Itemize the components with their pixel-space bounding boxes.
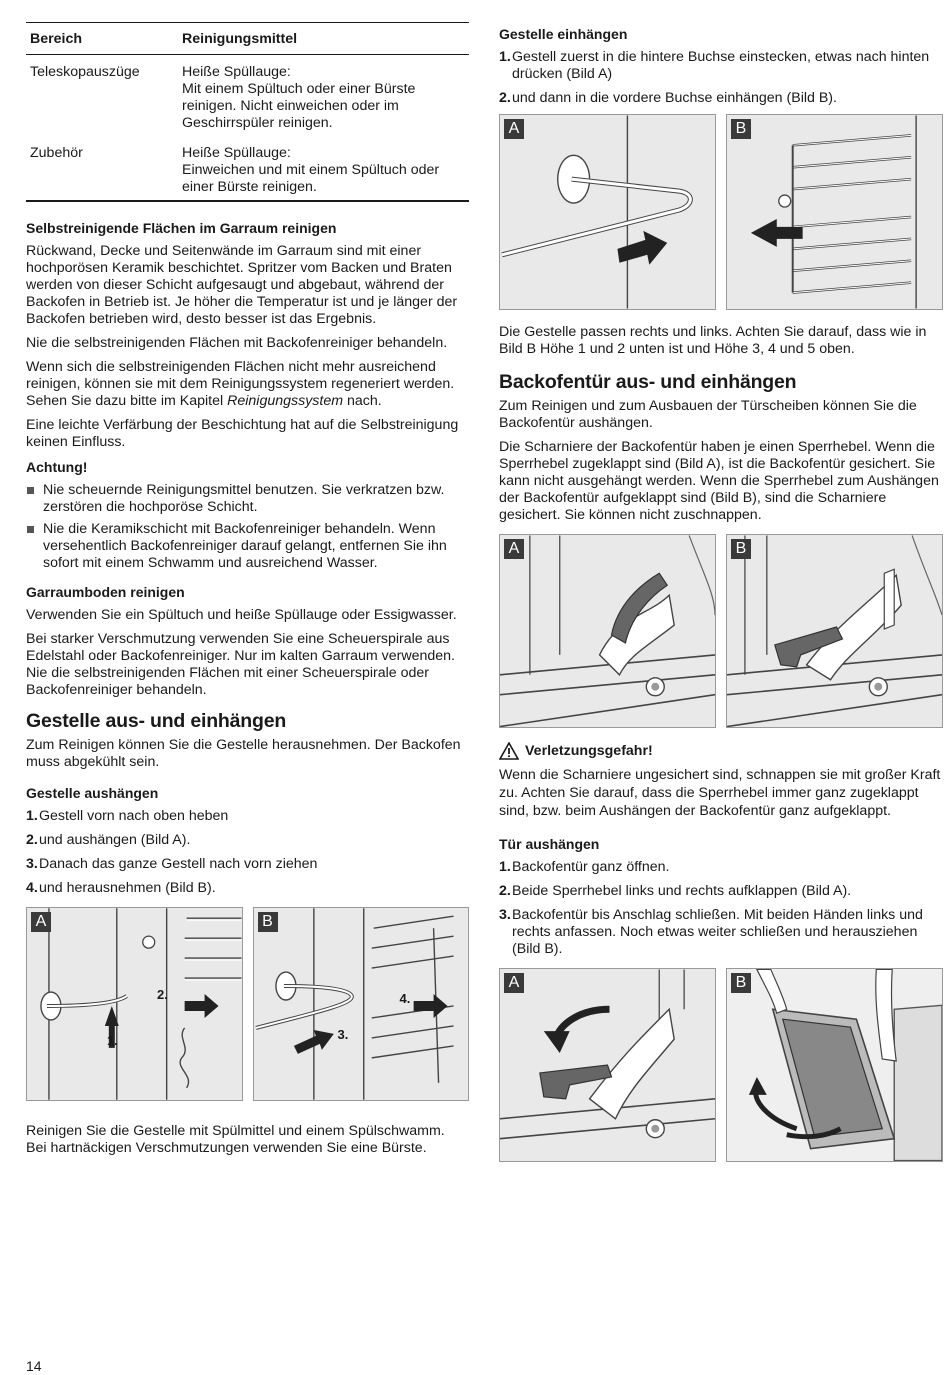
table-cell-area: Zubehör: [26, 136, 178, 201]
paragraph: [26, 359, 469, 410]
bullet-text: Nie die Keramikschicht mit Backofenreiniger behandeln. Wenn versehentlich Backofenreiniger darauf gelangt, entfernen Sie ihn sofort mit einem Schwamm und ausreichend Wasser.: [43, 521, 447, 571]
figure-racks-remove-a: [26, 907, 243, 1101]
step-number: 3.: [499, 907, 511, 923]
rack-pull-illustration-icon: [254, 908, 469, 1100]
figure-label: B: [258, 912, 278, 932]
table-header-agent: Reinigungsmittel: [178, 23, 469, 55]
bullet-text: Nie scheuernde Reinigungsmittel benutzen. Sie verkratzen bzw. zerstören die hochporöse Schicht.: [43, 482, 445, 515]
table-header-area: Bereich: [26, 23, 178, 55]
left-column: [26, 22, 469, 1164]
list-item: [26, 808, 469, 825]
step-label: 1.: [107, 1033, 118, 1048]
caution-heading: Achtung!: [26, 459, 88, 475]
step-text: und aushängen (Bild A).: [39, 832, 191, 848]
paragraph: Nie die selbstreinigenden Flächen mit Backofenreiniger behandeln.: [26, 335, 448, 351]
list-item: [26, 832, 469, 849]
step-number: 1.: [499, 859, 511, 875]
step-text: Danach das ganze Gestell nach vorn ziehen: [39, 856, 318, 872]
agent-text: Mit einem Spültuch oder einer Bürste reinigen. Nicht einweichen oder im Geschirrspüler reinigen.: [182, 81, 416, 131]
door-hinge-figures: [499, 534, 943, 728]
paragraph: Wenn die Scharniere ungesichert sind, schnappen sie mit großer Kraft zu. Achten Sie darauf, dass die Sperrhebel immer ganz zugeklappt sind, bzw. beim Aushängen der Backofentür ganz aufgeklappt.: [499, 767, 941, 819]
door-heading: Backofentür aus- und einhängen: [499, 371, 797, 393]
paragraph: Zum Reinigen können Sie die Gestelle herausnehmen. Der Backofen muss abgekühlt sein.: [26, 737, 461, 770]
racks-remove-heading: Gestelle aushängen: [26, 785, 159, 801]
step-label: 4.: [399, 991, 411, 1006]
step-number: 3.: [26, 856, 38, 872]
rack-insert-rear-icon: [500, 115, 715, 309]
step-text: und dann in die vordere Buchse einhängen (Bild B).: [512, 90, 837, 106]
list-item: [26, 856, 469, 873]
list-item: [499, 859, 943, 876]
warning-heading: [499, 742, 943, 760]
step-label: 2.: [157, 987, 168, 1002]
bullet-square-icon: [27, 526, 34, 533]
list-item: [499, 90, 943, 107]
figure-label: A: [504, 973, 524, 993]
figure-label: B: [731, 119, 751, 139]
list-item: [26, 880, 469, 897]
figure-racks-insert-b: [726, 114, 943, 310]
paragraph: Verwenden Sie ein Spültuch und heiße Spüllauge oder Essigwasser.: [26, 607, 457, 623]
table-cell-agent: [178, 55, 469, 137]
table-cell-agent: [178, 136, 469, 201]
door-lift-out-icon: [727, 969, 942, 1161]
chapter-reference: Reinigungssystem: [227, 393, 344, 409]
paragraph: Bei starker Verschmutzung verwenden Sie eine Scheuerspirale aus Edelstahl oder Backofenreiniger. Nur im kalten Garraum verwenden. Nie die selbstreinigenden Flächen mit einer Scheuerspirale oder Backofenreiniger behandeln.: [26, 631, 455, 698]
caution-list: [26, 482, 469, 572]
hinge-lever-flip-icon: [500, 969, 715, 1161]
step-text: Backofentür bis Anschlag schließen. Mit beiden Händen links und rechts anfassen. Noch etwas weiter schließen und herausziehen (Bild B).: [512, 907, 923, 957]
paragraph: Rückwand, Decke und Seitenwände im Garraum sind mit einer hochporösen Keramik beschichtet. Spritzer vom Backen und Braten werden von dieser Schicht aufgesaugt und abgebaut, während der Backofen in Betrieb ist. Je höher die Temperatur ist und je länger der Backofen betrieben wird, desto besser ist das Ergebnis.: [26, 243, 458, 327]
figure-label: A: [504, 119, 524, 139]
table-row: [26, 55, 469, 137]
paragraph: Eine leichte Verfärbung der Beschichtung hat auf die Selbstreinigung keinen Einfluss.: [26, 417, 459, 450]
hinge-lever-open-icon: [727, 535, 942, 727]
list-item: [26, 521, 469, 572]
step-number: 4.: [26, 880, 38, 896]
cleaning-table: [26, 22, 469, 202]
table-row: [26, 136, 469, 201]
step-number: 1.: [499, 49, 511, 65]
racks-heading: Gestelle aus- und einhängen: [26, 710, 287, 732]
paragraph: Die Scharniere der Backofentür haben je einen Sperrhebel. Wenn die Sperrhebel zugeklappt sind (Bild A), ist die Backofentür gesichert. Sie kann nicht ausgehängt werden. Wenn die Sperrhebel zum Aushängen der Backofentür aufgeklappt sind (Bild B), sind die Scharniere gesichert. Sie können nicht zuschnappen.: [499, 439, 939, 523]
step-number: 2.: [26, 832, 38, 848]
figure-door-remove-b: [726, 968, 943, 1162]
rack-insert-front-icon: [727, 115, 942, 309]
step-number: 2.: [499, 883, 511, 899]
racks-remove-figures: [26, 907, 469, 1101]
text-span: nach.: [343, 393, 382, 409]
table-cell-area: Teleskopauszüge: [30, 64, 140, 80]
step-text: Gestell vorn nach oben heben: [39, 808, 229, 824]
door-remove-heading: Tür aushängen: [499, 836, 600, 852]
list-item: [26, 482, 469, 516]
figure-hinge-closed-a: [499, 534, 716, 728]
step-label: 3.: [337, 1027, 349, 1042]
step-text: und herausnehmen (Bild B).: [39, 880, 216, 896]
list-item: [499, 883, 943, 900]
step-text: Gestell zuerst in die hintere Buchse einstecken, etwas nach hinten drücken (Bild A): [512, 49, 930, 82]
paragraph: Die Gestelle passen rechts und links. Achten Sie darauf, dass wie in Bild B Höhe 1 und 2 unten ist und Höhe 3, 4 und 5 oben.: [499, 324, 927, 357]
paragraph: Reinigen Sie die Gestelle mit Spülmittel und einem Spülschwamm. Bei hartnäckigen Verschmutzungen verwenden Sie eine Bürste.: [26, 1123, 445, 1156]
door-remove-figures: [499, 968, 943, 1162]
figure-label: A: [504, 539, 524, 559]
figure-racks-remove-b: [253, 907, 470, 1101]
step-number: 1.: [26, 808, 38, 824]
agent-title: Heiße Spüllauge:: [182, 64, 291, 80]
paragraph: Zum Reinigen und zum Ausbauen der Türscheiben können Sie die Backofentür aushängen.: [499, 398, 917, 431]
racks-insert-heading: Gestelle einhängen: [499, 26, 628, 42]
figure-label: A: [31, 912, 51, 932]
agent-text: Einweichen und mit einem Spültuch oder einer Bürste reinigen.: [182, 162, 440, 195]
racks-remove-steps: [26, 808, 469, 897]
text-span: Wenn sich die selbstreinigenden Flächen nicht mehr ausreichend reinigen, können sie mit dem Reinigungssystem regeneriert werden. Sehen Sie dazu bitte im Kapitel: [26, 359, 455, 409]
floor-heading: Garraumboden reinigen: [26, 584, 185, 600]
hinge-lever-closed-icon: [500, 535, 715, 727]
figure-door-remove-a: [499, 968, 716, 1162]
selfclean-heading: Selbstreinigende Flächen im Garraum reinigen: [26, 220, 337, 236]
right-column: [499, 26, 943, 1176]
figure-label: B: [731, 539, 751, 559]
figure-racks-insert-a: [499, 114, 716, 310]
bullet-square-icon: [27, 487, 34, 494]
racks-insert-figures: [499, 114, 943, 310]
table-header-row: [26, 23, 469, 55]
racks-insert-steps: [499, 49, 943, 107]
agent-title: Heiße Spüllauge:: [182, 145, 291, 161]
figure-label: B: [731, 973, 751, 993]
list-item: [499, 49, 943, 83]
step-text: Beide Sperrhebel links und rechts aufklappen (Bild A).: [512, 883, 852, 899]
list-item: [499, 907, 943, 958]
warning-title: Verletzungsgefahr!: [525, 742, 653, 759]
door-remove-steps: [499, 859, 943, 958]
step-text: Backofentür ganz öffnen.: [512, 859, 670, 875]
page-number: 14: [26, 1358, 42, 1374]
step-number: 2.: [499, 90, 511, 106]
rack-remove-illustration-icon: [27, 908, 242, 1100]
warning-triangle-icon: [499, 742, 519, 760]
figure-hinge-open-b: [726, 534, 943, 728]
